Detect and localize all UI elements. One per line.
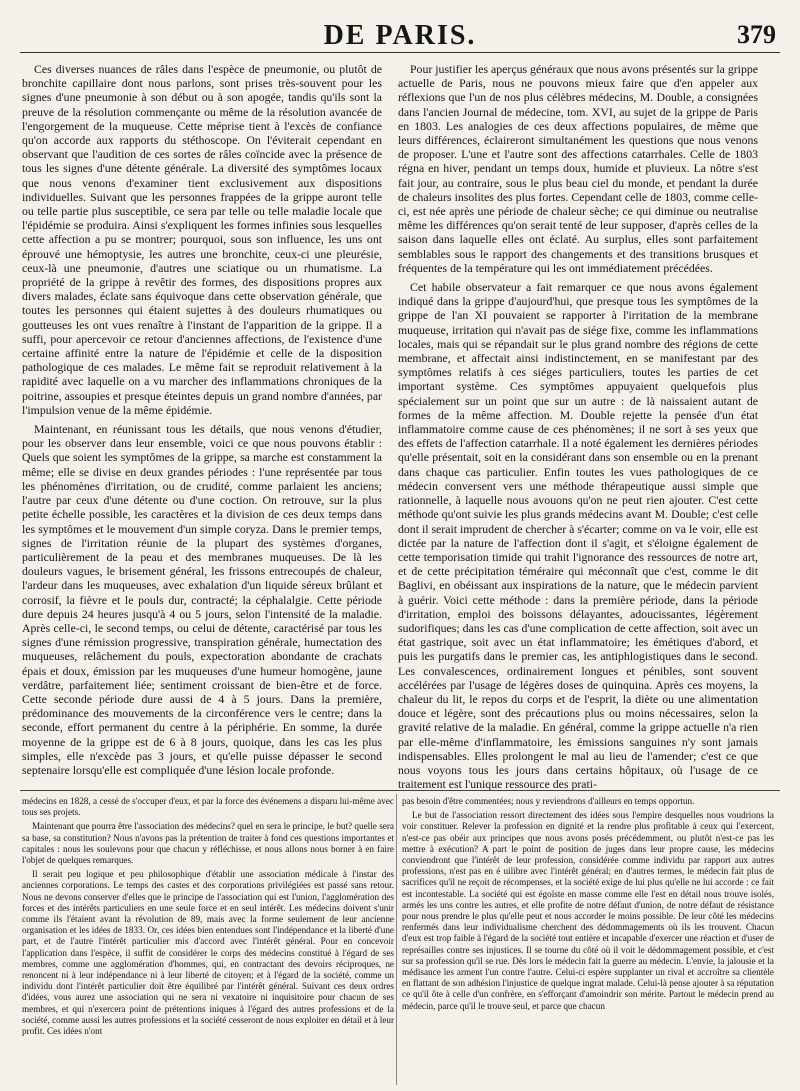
paragraph: Le but de l'association ressort directement des idées sous l'empire desquelles nous voudrions la voir constituer. Relever la profession en dignité et la rendre plus profitable à ceux qui l'exercent, n'est-ce pas obéir aux principes que nous avons posés précédemment, ou plutôt n'est-ce pas les mettre à exécution? A part le point de position de juges dans leur propre cause, les médecins conviendront que l'intérêt de leur profession, considérée comme individu par rapport aux autres professions, n'est pas en é uilibre avec l'intérêt général; en d'autres termes, le médecin fait plus de sacrifices qu'il ne reçoit de récompenses, et la société exige de lui plus qu'elle ne lui accorde : ce fait est incontestable. La société qui est égoïste en masse comme elle l'est en détail nous trouve isolés, armés les uns contre les autres, et elle profite de notre défaut d'union, de notre défaut de résistance pour nous prendre le plus qu'elle peut et nous accorder le moins possible. De leur côté les médecins renfermés dans leur individualisme cherchent des dédommagements où ils les trouvent. Chacun d'eux est trop faible à l'égard de la société tout entière et incapable d'exercer une réaction et d'user de représailles contre ses injustices. Il se tourne du côté où il voit le dédommagement possible, et c'est sur sa profession qu'il se rue. Dès lors le médecin fait la guerre au médecin. L'envie, la jalousie et la médisance les arment l'un contre l'autre. Celui-ci espère supplanter un rival et accroître sa clientèle en flattant de son adhésion l'injustice de quelque ingrat malade. Celui-là pense ajouter à sa réputation ce qu'il ôte à celle d'un confrère, en s'efforçant d'amoindrir son mérite. Partout le médecin prend au médecin, parce qu'il le trouve seul, et parce que chacun — [402, 810, 774, 1011]
page-header — [20, 18, 780, 53]
paragraph: Maintenant que pourra être l'association des médecins? quel en sera le principe, le but? quelle sera sa base, sa constitution? Nous n'avons pas la prétention de traiter à fond ces questions importantes et capitales : nous les soulevons pour que chacun y réfléchisse, et nous allons nous borner à en faire l'objet de quelques remarques. — [22, 821, 394, 866]
main-column-left — [22, 62, 382, 782]
paragraph: Maintenant, en réunissant tous les détails, que nous venons d'étudier, pour les observer dans leur ensemble, voici ce que nous pouvons établir : Quels que soient les symptômes de la grippe, sa marche est constamment la même; elle se divise en deux grandes périodes : l'une représentée par tous les phénomènes d'irritation, ou de crudité, comme parlaient les anciens; l'autre par ceux d'une détente ou d'une coction. On retrouve, sur la plus petite échelle possible, les caractères et la division de ces deux temps dans les symptômes et le mouvement d'un simple coryza. Dans le premier temps, signes de l'irritation réunie de la plupart des systèmes d'organes, particulièrement de la peau et des membranes muqueuses. De là les douleurs vagues, le brisement général, les frissons entrecoupés de chaleur, l'ardeur dans les muqueuses, avec exhalation d'un liquide séreux brûlant et corrosif, la fièvre et le pouls dur, contracté; la céphalalgie. Cette période dure depuis 24 heures jusqu'à 4 ou 5 jours, selon l'intensité de la maladie. Après celle-ci, le second temps, ou celui de détente, caractérisé par tous les signes d'une rémission progressive, transpiration générale, humectation des muqueuses, relâchement du pouls, expectoration abondante de crachats épais et doux, émission par les muqueuses d'une humeur homogène, jaune verdâtre, parfaitement liée; sentiment croissant de bien-être et de force. Cette seconde période dure aussi de 4 à 5 jours. Dans la première, prédominance des mouvements de la circonférence vers le centre; dans la seconde, effort permanent du centre à la périphérie. En somme, la durée moyenne de la grippe est de 6 à 8 jours, quoique, dans les cas les plus simples, elle n'excède pas 3 jours, et qu'elle puisse dépasser le second septenaire lorsqu'elle est compliquée d'une lésion locale profonde. — [22, 422, 382, 777]
running-title: DE PARIS. — [323, 20, 477, 51]
main-column-right — [398, 62, 758, 796]
paragraph: Il serait peu logique et peu philosophique d'établir une association médicale à l'instar des anciennes corporations. Le temps des castes et des corporations privilégiées est passé sans retour. Nous ne devons conserver d'elles que le principe de l'association qui est l'union, l'agglomération des forces et des intérêts particuliers en une seule force et en seul intérêt. Les médecins doivent s'unir comme ils l'étaient avant la révolution de 89, mais avec la forme seulement de leur ancienne organisation et les idées de 1833. Or, ces idées bien entendues sont l'indépendance et la liberté d'une part, et de l'autre l'intérêt particulier mis d'accord avec l'intérêt général. Pour en concevoir l'application dans l'espèce, il suffit de considérer le corps des médecins constitué à l'égard de ses membres, comme une agglomération d'hommes, qui, en contractant des devoirs réciproques, ne renoncent ni à leur indépendance ni à leur liberté de citoyen; et à l'égard de la société, comme un individu dont l'intérêt particulier doit être équilibré par l'intérêt général. Suivant ces deux ordres d'idées, vous aurez une association qui ne sera ni vexatoire ni inquisitoire pour chacun de ses membres, et qui n'exercera point de prétentions iniques à l'égard des autres professions et de la société, comme aussi les autres professions et la société cesseront de nous exploiter en détail et à leur profit. Ces idées n'ont — [22, 869, 394, 1037]
paragraph: Pour justifier les aperçus généraux que nous avons présentés sur la grippe actuelle de Paris, nous ne pouvons mieux faire que d'en appeler aux réflexions que l'un de nos plus célèbres médecins, M. Double, a consignées dans l'ancien Journal de médecine, tom. XVI, au sujet de la grippe de Paris en 1803. Les analogies de ces deux affections populaires, de même que leurs différences, éclaireront simultanément les questions que nous venons de proposer. L'une et l'autre sont des affections catarrhales. Celle de 1803 régna en hiver, pendant un temps doux, humide et pluvieux. La nôtre s'est fait jour, au contraire, sous le plus beau ciel du monde, et pendant la durée de chaleurs insolites des plus fortes. Cependant celle de 1803, comme celle-ci, est née après une période de chaleur sèche; ce qui diminue ou neutralise même les différences qu'on serait tenté de leur supposer, d'après celles de la saison dans laquelle elles ont éclaté. Au surplus, elles sont parfaitement semblables sous le rapport des changements et des transitions brusques et fréquentes de la température qui les ont immédiatement précédées. — [398, 62, 758, 275]
lower-column-right — [402, 796, 774, 1015]
paragraph: Cet habile observateur a fait remarquer ce que nous avons également indiqué dans la grippe d'aujourd'hui, que presque tous les symptômes de la grippe de l'an XI pouvaient se rapporter à l'irritation de la membrane muqueuse, irritation qui n'avait pas de siége fixe, comme les inflammations locales, mais qui se répandait sur le plus grand nombre des régions de cette membrane, et affectait ainsi indistinctement, en se manifestant par des symptômes relatifs à ces siéges particuliers, toutes les parties de cet important système. Ces symptômes appuyaient quelquefois plus spécialement sur un point que sur un autre : de là naissaient autant de formes de la même affection. M. Double rejette la pensée d'un état inflammatoire comme cause de ces phénomènes; il ne sort à ses yeux que des effets de l'affection catarrhale. Il a noté également les dernières périodes qu'elle présentait, soit en la considérant dans son ensemble ou en la prenant dans chaque cas particulier. Enfin toutes les vues pathologiques de ce médecin conversent vers une méthode thérapeutique aussi simple que rationnelle, à laquelle nous avouons qu'on ne peut rien ajouter. C'est cette méthode qu'ont suivie les plus grands médecins avant M. Double; c'est celle dont il serait imprudent de chercher à s'écarter; comme on va le voir, elle est dictée par la nature de l'affection dont il s'agit, et s'éloigne également de cette temporisation timide qui trahit l'ignorance des ressources de notre art, et de cette précipitation téméraire qui méconnaît que c'est, comme le dit Baglivi, en obéissant aux inspirations de la nature, que le médecin parvient à guérir. Voici cette méthode : dans la première période, dans la période d'irritation, emploi des boissons délayantes, adoucissantes, légèrement sudorifiques; dans les cas d'une complication de cette affection, soit avec un état gastrique, soit avec un état inflammatoire; les émétiques d'abord, et puis les purgatifs dans le premier cas, les antiphlogistiques dans le second. Les convalescences, ordinairement longues et pénibles, sont souvent accélérées par l'usage de légères doses de quinquina. Après ces moyens, la chaleur du lit, le repos du corps et de l'esprit, la diète ou une alimentation douce et légère, sont des précautions plus ou moins nécessaires, selon la gravité relative de la maladie. En général, comme la grippe actuelle n'a rien par elle-même d'inflammatoire, les émissions sanguines n'y sont jamais indispensables. Elles prolongent le mal au lieu de l'amender; c'est ce que nous voyons tous les jours dans certains hôpitaux, où l'usage de ce traitement est l'unique ressource des prati- — [398, 280, 758, 792]
column-divider — [396, 794, 397, 1085]
page-number: 379 — [737, 20, 776, 49]
paragraph: pas besoin d'être commentées; nous y reviendrons d'ailleurs en temps opportun. — [402, 796, 695, 806]
paragraph: médecins en 1828, a cessé de s'occuper d'eux, et par la force des événemens a disparu lui-même avec tous ses projets. — [22, 796, 394, 818]
section-divider — [20, 790, 780, 791]
lower-column-left — [22, 796, 394, 1040]
paragraph: Ces diverses nuances de râles dans l'espèce de pneumonie, ou plutôt de bronchite capillaire dont nous parlons, sont prises très-souvent pour les signes d'une pneumonie à son début ou à son apogée, tandis qu'ils sont la preuve de la résolution commençante ou même de la résolution avancée de l'engorgement de la muqueuse. Cette méprise tient à l'excès de confiance qu'on accorde aux rapports du stéthoscope. On l'éviterait cependant en observant que l'audition de ces sortes de râles coïncide avec la présence de tous les signes d'une détente générale. La diversité des symptômes locaux que nous venons d'examiner tient exclusivement aux dispositions individuelles. Suivant que les personnes frappées de la grippe auront telle ou telle partie plus susceptible, ce sera par telle ou telle maladie locale que l'épidémie se produira. Ainsi s'expliquent les formes infinies sous lesquelles cette affection a pu se montrer; pourquoi, sous son influence, les uns ont éprouvé une hémoptysie, les autres une bronchite, ceux-ci une pleurésie, ceux-là une pneumonie, d'autres une sciatique ou un rhumatisme. La propriété de la grippe à revêtir des formes, des dispositions propres aux divers malades, éclate sans équivoque dans cette observation générale, que toutes les personnes qui étaient sujettes à des douleurs rhumatiques ou goutteuses les ont vues renaître à l'instant de l'apparition de la grippe. Il a suffi, pour apercevoir ce retour d'anciennes affections, de l'existence d'une certaine affinité entre la nature de l'épidémie et celle de la disposition pathologique de ces malades. Le même fait se reproduit relativement à la rapidité avec laquelle on a vu marcher des inflammations chroniques de la poitrine, assoupies et presque éteintes depuis un grand nombre d'années, par l'impulsion venue de la même épidémie. — [22, 62, 382, 417]
